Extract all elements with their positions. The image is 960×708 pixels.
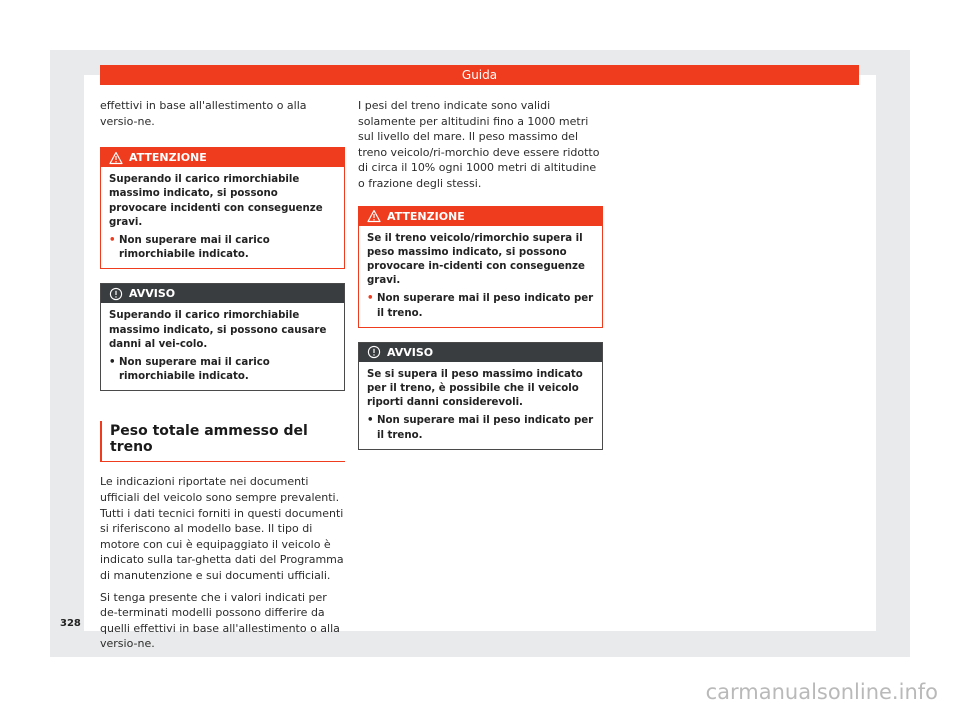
watermark: carmanualsonline.info bbox=[705, 680, 938, 704]
notice-bullet-text: Non superare mai il peso indicato per il treno. bbox=[377, 415, 594, 441]
info-circle-icon bbox=[367, 345, 381, 359]
left-paragraph-1: Le indicazioni riportate nei documenti ufficiali del veicolo sono sempre prevalenti. Tutti i dati tecnici forniti in questi documenti si riferiscono al modello base. Il tipo di motore con cui è equipaggiato il veicolo è indicato sulla tar-ghetta dati del Programma di manutenzione e sui documenti ufficiali. bbox=[100, 475, 344, 582]
bullet-dot-icon: • bbox=[109, 357, 116, 369]
bullet-dot-icon: • bbox=[109, 235, 116, 246]
warning-bullet-text: Non superare mai il peso indicato per il treno. bbox=[377, 293, 594, 319]
notice-header bbox=[101, 284, 344, 303]
right-intro: I pesi del treno indicate sono validi solamente per altitudini fino a 1000 metri sul livello del mare. Il peso massimo del treno veicolo/ri-morchio deve essere ridotto di circa il 10% ogni 1000 metri di altitudine o frazione degli stessi. bbox=[358, 99, 600, 190]
notice-box-left bbox=[100, 283, 345, 391]
notice-text: Se si supera il peso massimo indicato per il treno, è possibile che il veicolo riporti danni considerevoli. bbox=[367, 368, 583, 409]
notice-text: Superando il carico rimorchiabile massimo indicato, si possono causare danni al vei-colo. bbox=[109, 310, 327, 350]
page-number: 328 bbox=[60, 618, 81, 629]
bullet-dot-icon: • bbox=[367, 415, 374, 427]
warning-text: Superando il carico rimorchiabile massimo indicato, si possono provocare incidenti con conseguenze gravi. bbox=[109, 174, 323, 228]
section-title: Peso totale ammesso del treno bbox=[100, 421, 345, 462]
warning-box-left bbox=[100, 147, 345, 269]
notice-bullet bbox=[367, 414, 594, 442]
warning-box-right bbox=[358, 206, 603, 328]
warning-triangle-icon bbox=[367, 209, 381, 223]
right-column bbox=[358, 98, 603, 464]
warning-bullet bbox=[367, 292, 594, 320]
left-paragraph-2: Si tenga presente che i valori indicati per de-terminati modelli possono differire da quelli effettivi in base all'allestimento o alla versio-ne. bbox=[100, 590, 340, 651]
warning-header bbox=[359, 207, 602, 226]
notice-label: AVVISO bbox=[387, 345, 434, 359]
notice-header bbox=[359, 343, 602, 362]
warning-bullet bbox=[109, 234, 336, 262]
section-header: Guida bbox=[100, 65, 859, 85]
warning-header bbox=[101, 148, 344, 167]
left-intro: effettivi in base all'allestimento o alla versio-ne. bbox=[100, 99, 307, 128]
warning-label: ATTENZIONE bbox=[387, 209, 465, 223]
bullet-dot-icon: • bbox=[367, 293, 374, 305]
left-column bbox=[100, 98, 345, 658]
notice-box-right bbox=[358, 342, 603, 450]
notice-label: AVVISO bbox=[129, 287, 176, 301]
info-circle-icon bbox=[109, 287, 123, 301]
warning-label: ATTENZIONE bbox=[129, 151, 207, 165]
notice-bullet-text: Non superare mai il carico rimorchiabile indicato. bbox=[119, 357, 270, 383]
warning-triangle-icon bbox=[109, 151, 123, 165]
warning-bullet-text: Non superare mai il carico rimorchiabile indicato. bbox=[119, 235, 270, 261]
warning-text: Se il treno veicolo/rimorchio supera il peso massimo indicato, si possono provocare in-cidenti con conseguenze gravi. bbox=[367, 232, 585, 287]
notice-bullet bbox=[109, 356, 336, 384]
